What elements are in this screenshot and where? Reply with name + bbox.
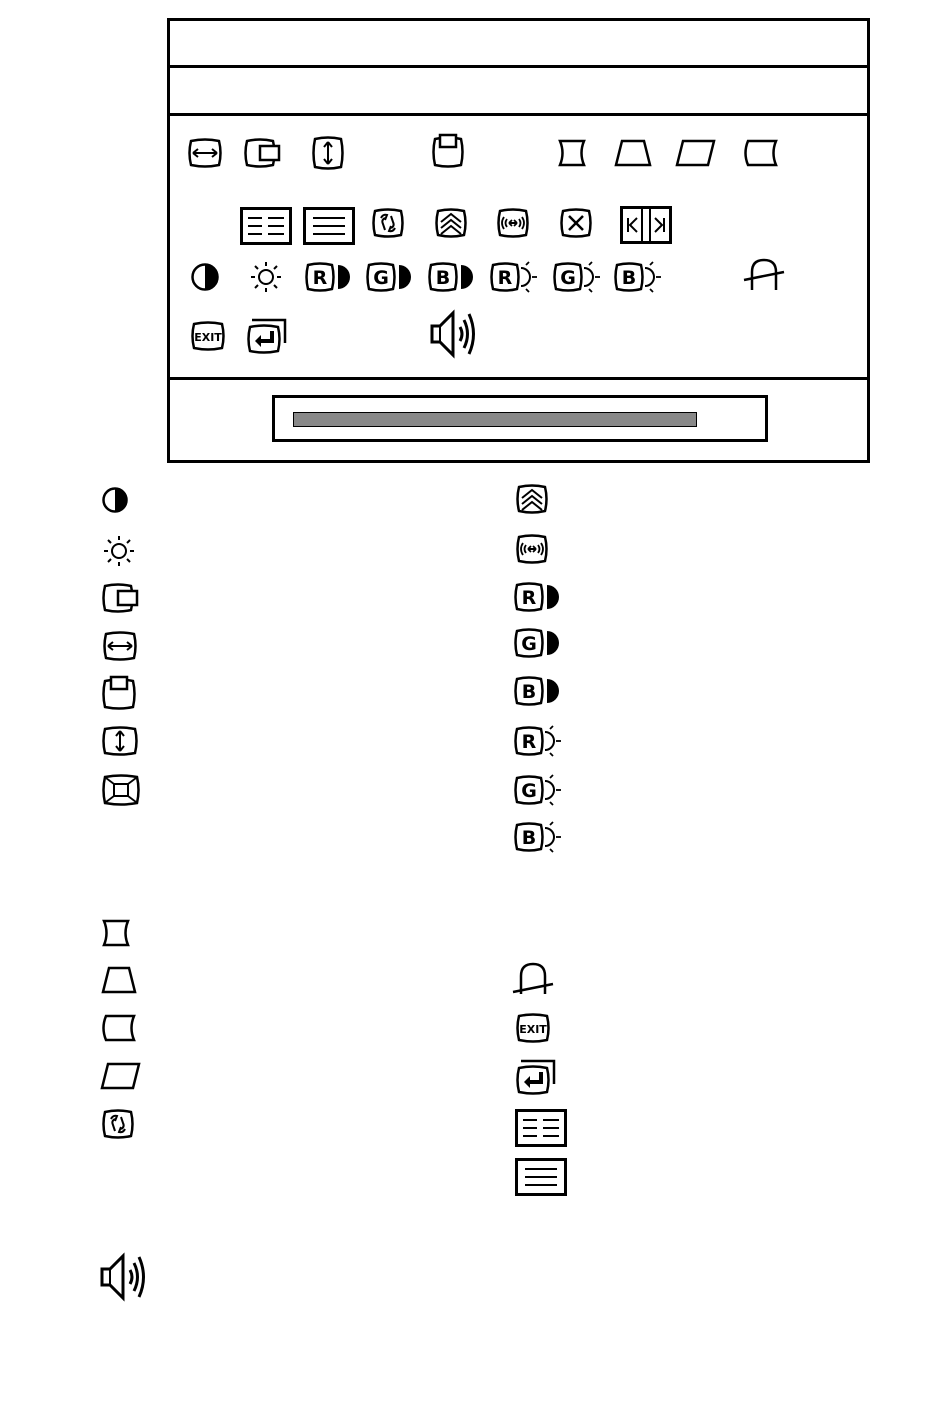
language-icon (511, 962, 555, 996)
osd-subtitle-divider (170, 113, 867, 116)
contrast-icon[interactable] (190, 262, 220, 292)
green-letter: G (521, 780, 537, 802)
osd-text-icon[interactable] (303, 207, 355, 245)
red-letter: R (521, 587, 537, 609)
v-position-icon[interactable] (431, 134, 465, 168)
moire-icon[interactable] (496, 208, 530, 238)
blue-letter: B (521, 681, 537, 703)
h-size-icon (101, 631, 139, 661)
degauss-icon[interactable] (559, 208, 593, 238)
blue-letter: B (621, 267, 637, 289)
language-icon[interactable] (742, 258, 786, 292)
volume-icon (99, 1252, 151, 1302)
osd-menu-frame (167, 18, 870, 463)
green-gain-icon[interactable] (366, 262, 414, 292)
trapezoid-icon[interactable] (613, 139, 653, 167)
green-bias-icon (514, 775, 566, 807)
blue-letter: B (435, 267, 451, 289)
return-icon (515, 1060, 557, 1094)
volume-icon[interactable] (429, 309, 481, 359)
v-position-icon (101, 676, 137, 710)
moire-up-icon (515, 484, 549, 514)
blue-bias-icon[interactable] (614, 262, 666, 294)
h-position-icon[interactable] (243, 138, 283, 168)
contrast-icon (101, 486, 129, 514)
red-gain-icon[interactable] (305, 262, 353, 292)
green-letter: G (521, 633, 537, 655)
exit-icon[interactable] (190, 321, 226, 351)
green-gain-icon (514, 628, 562, 658)
red-letter: R (497, 267, 513, 289)
trapezoid-icon (100, 966, 138, 994)
moire-up-icon[interactable] (434, 208, 468, 238)
red-letter: R (521, 731, 537, 753)
red-letter: R (312, 267, 328, 289)
progress-bar-frame (272, 395, 768, 442)
brightness-icon[interactable] (250, 261, 282, 293)
h-position-icon (101, 583, 141, 613)
rotation-icon (101, 1109, 135, 1139)
exit-label: EXIT (194, 331, 222, 344)
progress-bar-track[interactable] (293, 412, 697, 427)
blue-bias-icon (514, 822, 566, 854)
pincushion-icon[interactable] (557, 139, 587, 167)
green-bias-icon[interactable] (553, 262, 605, 294)
osd-bottom-divider (170, 377, 867, 380)
v-size-icon[interactable] (311, 136, 345, 170)
h-size-icon[interactable] (186, 138, 224, 168)
blue-letter: B (521, 827, 537, 849)
blue-gain-icon[interactable] (428, 262, 476, 292)
return-icon[interactable] (246, 319, 288, 353)
blue-gain-icon (514, 676, 562, 706)
zoom-icon (101, 774, 141, 806)
pin-balance-icon (99, 1014, 137, 1042)
moire-icon (515, 534, 549, 564)
split-screen-icon[interactable] (620, 206, 672, 244)
osd-text-icon (515, 1158, 567, 1196)
exit-icon (515, 1013, 551, 1043)
red-bias-icon (514, 726, 566, 758)
parallelogram-icon (100, 1062, 142, 1090)
red-bias-icon[interactable] (490, 262, 542, 294)
osd-title-divider (170, 65, 867, 68)
green-letter: G (373, 267, 389, 289)
parallelogram-icon[interactable] (675, 139, 717, 167)
green-letter: G (560, 267, 576, 289)
osd-layout-icon (515, 1109, 567, 1147)
pin-balance-icon[interactable] (741, 139, 779, 167)
red-gain-icon (514, 582, 562, 612)
brightness-icon (103, 535, 135, 567)
v-size-icon (101, 726, 139, 756)
osd-layout-icon[interactable] (240, 207, 292, 245)
exit-label: EXIT (519, 1023, 547, 1036)
rotation-icon[interactable] (371, 208, 405, 238)
pincushion-icon (101, 919, 131, 947)
progress-bar-fill (294, 413, 696, 426)
